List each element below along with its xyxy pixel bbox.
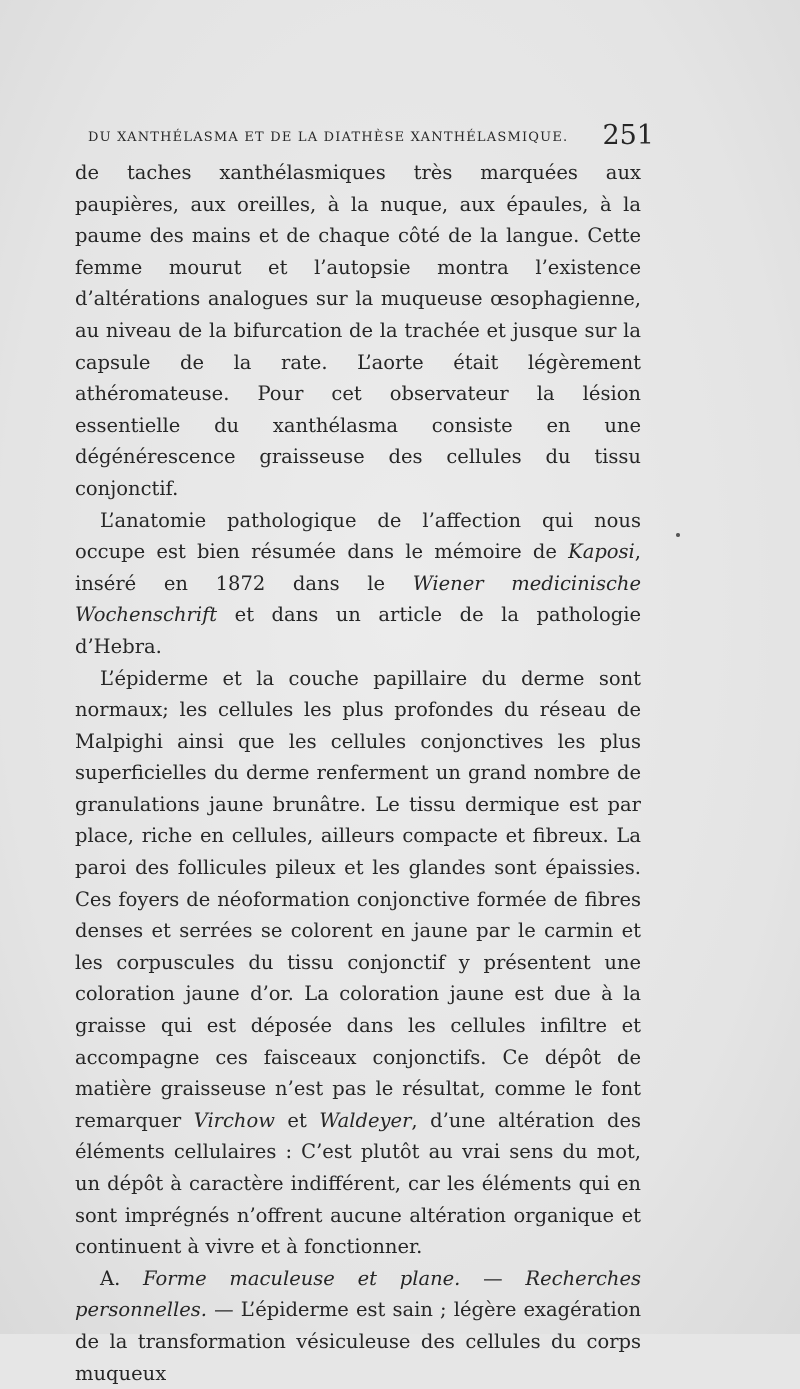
margin-ink-spot [676,533,680,537]
paragraph-2-text-c: et dans un article de la pathologie d’Hebra. [75,603,641,658]
paragraph-3-text-b: et [274,1108,320,1132]
section-subheading: Recherches personnelles. [75,1266,642,1322]
author-waldeyer: Waldeyer [319,1108,412,1132]
author-virchow: Virchow [193,1108,275,1132]
paragraph-2-text-a: L’anatomie pathologique de l’affection qui nous occupe est bien résumée dans le mémoire de [75,508,641,564]
section-label: A. [100,1266,121,1290]
paragraph-1: de taches xanthélasmiques très marquées aux paupières, aux oreilles, à la nuque, aux épaules, à la paume des mains et de chaque côté de la langue. Cette femme mourut et l’autopsie montra l’existence d’altérations analogues sur la muqueuse œsophagienne, au niveau de la bifurcation de la trachée et jusque sur la capsule de la rate. L’aorte était légèrement athéromateuse. Pour cet observateur la lésion essentielle du xanthélasma consiste en une dégénérescence graisseuse des cellules du tissu conjonctif. [75,161,641,500]
section-heading: Forme maculeuse et plane. [143,1266,461,1290]
journal-title: Wiener medicinische Wochenschrift [75,571,641,627]
paragraph-3-text-c: , d’une altération des éléments cellulaires : C’est plutôt au vrai sens du mot, un dépôt à caractère indifférent, car les éléments qui en sont imprégnés n’offrent aucune altération organique et continuent à vivre et à fonctionner. [75,1108,641,1259]
author-kaposi: Kaposi [568,540,635,564]
paragraph-4-text: — L’épiderme est sain ; légère exagération de la transformation vésiculeuse des cellules du corps muqueux [75,1298,641,1385]
body-text [75,157,641,1389]
running-title: DU XANTHÉLASMA ET DE LA DIATHÈSE XANTHÉLASMIQUE. [88,130,569,145]
paragraph-4 [75,1263,641,1389]
paragraph-3-text-a: L’épiderme et la couche papillaire du derme sont normaux; les cellules les plus profondes du réseau de Malpighi ainsi que les cellules conjonctives les plus superficielles du derme renferment un grand nombre de granulations jaune brunâtre. Le tissu dermique est par place, riche en cellules, ailleurs compacte et fibreux. La paroi des follicules pileux et les glandes sont épaissies. Ces foyers de néoformation conjonctive formée de fibres denses et serrées se colorent en jaune par le carmin et les corpuscules du tissu conjonctif y présentent une coloration jaune d’or. La coloration jaune est due à la graisse qui est déposée dans les cellules infiltre et accompagne ces faisceaux conjonctifs. Ce dépôt de matière graisseuse n’est pas le résultat, comme le font remarquer [75,666,641,1132]
paragraph-2 [75,505,641,663]
heading-dash: — [460,1266,526,1290]
running-header [88,120,654,152]
page-number: 251 [602,120,654,151]
paragraph-2-text-b: , inséré en 1872 dans le [75,540,641,595]
paragraph-3 [75,663,641,1263]
